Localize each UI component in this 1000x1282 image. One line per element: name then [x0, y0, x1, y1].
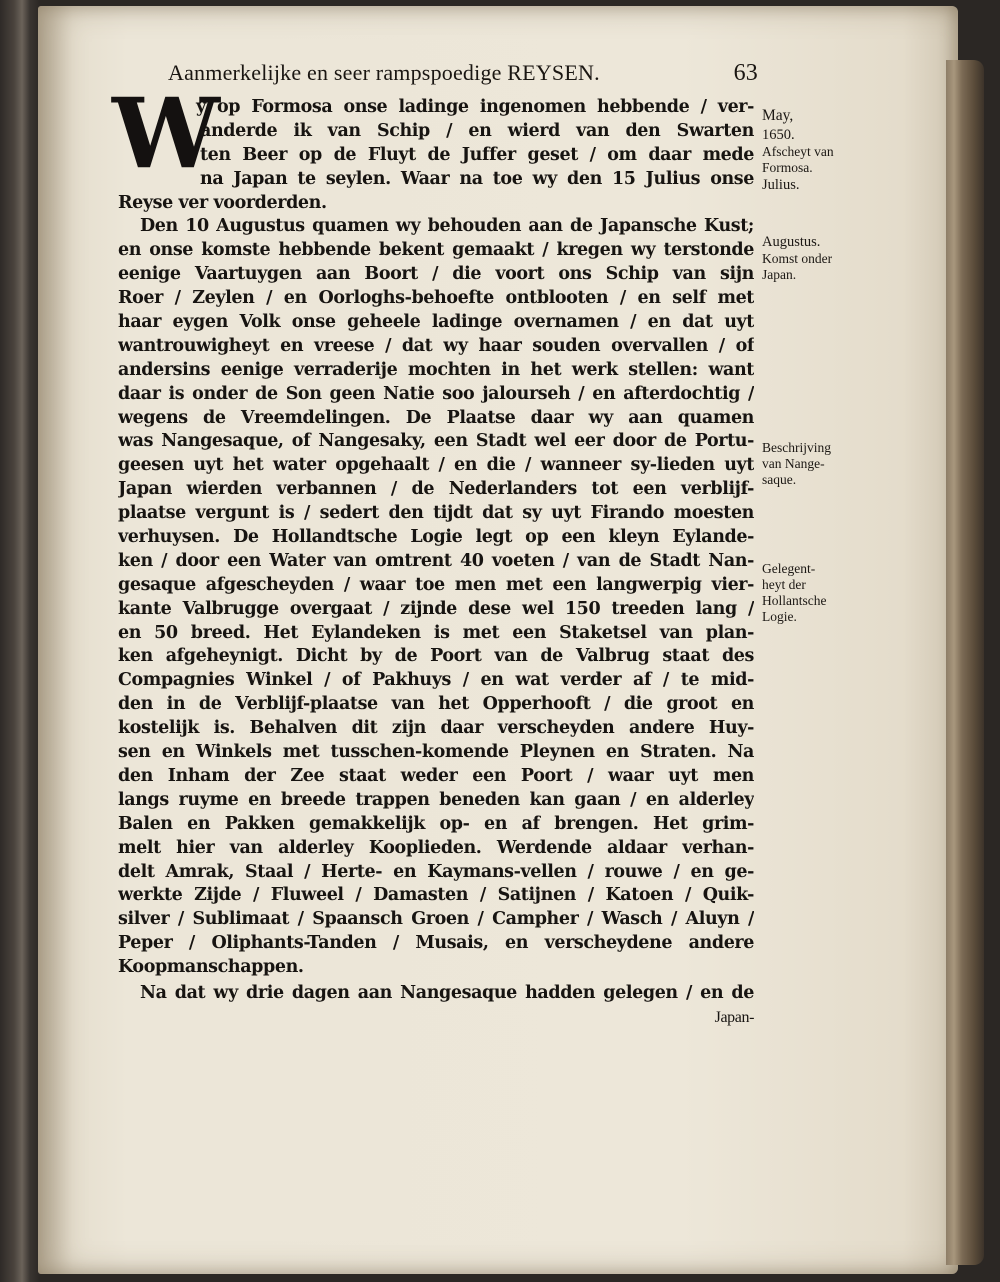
- text-line: plaatse vergunt is / sedert den tijdt dat sy uyt Firando moesten: [118, 503, 754, 524]
- text-line: gesaque afgescheyden / waar toe men met een langwerpig vier-: [118, 574, 754, 595]
- margin-note-line: Hollantsche: [762, 593, 827, 608]
- margin-note-line: heyt der: [762, 577, 806, 592]
- text-line: Roer / Zeylen / en Oorloghs-behoefte ontblooten / en self met: [118, 288, 754, 309]
- text-line: Den 10 Augustus quamen wy behouden aan de Japansche Kust;: [140, 216, 754, 237]
- text-line: kostelijk is. Behalven dit zijn daar verscheyden andere Huy-: [118, 718, 754, 739]
- text-line: melt hier van alderley Kooplieden. Werdende aldaar verhan-: [118, 837, 754, 858]
- text-line: haar eygen Volk onse geheele ladinge overnamen / en dat uyt: [118, 312, 754, 333]
- text-line: Reyse ver voorderden.: [118, 192, 327, 213]
- margin-note-line: Beschrijving: [762, 440, 831, 455]
- text-line: Japan wierden verbannen / de Nederlanders tot een verblijf-: [118, 479, 754, 500]
- text-line: kante Valbrugge overgaat / zijnde dese wel 150 treeden lang /: [118, 598, 754, 619]
- text-line: en 50 breed. Het Eylandeken is met een Staketsel van plan-: [118, 622, 754, 643]
- running-head: [168, 60, 758, 92]
- margin-note-line: van Nange-: [762, 456, 825, 471]
- margin-note-line: Afscheyt van: [762, 144, 834, 159]
- text-line: werkte Zijde / Fluweel / Damasten / Satijnen / Katoen / Quik-: [118, 885, 754, 906]
- text-line: ten Beer op de Fluyt de Juffer geset / om daar mede: [200, 144, 754, 165]
- text-line: na Japan te seylen. Waar na toe wy den 15 Julius onse: [200, 168, 754, 189]
- margin-note-location: [762, 561, 826, 625]
- text-line: den Inham der Zee staat weder een Poort / waar uyt men: [118, 765, 754, 786]
- text-line: wantrouwigheyt en vreese / dat wy haar souden overvallen / of: [118, 335, 754, 356]
- text-line: langs ruyme en breede trappen beneden kan gaan / en alderley: [118, 789, 754, 810]
- text-line: wegens de Vreemdelingen. De Plaatse daar wy aan quamen: [118, 407, 754, 428]
- text-line: anderde ik van Schip / en wierd van den Swarten: [200, 120, 754, 141]
- margin-note-date: [762, 106, 834, 194]
- margin-note-line: saque.: [762, 472, 797, 487]
- margin-note-year: 1650.: [762, 127, 795, 143]
- text-line: Koopmanschappen.: [118, 957, 304, 978]
- text-line: ken / door een Water van omtrent 40 voeten / van de Stadt Nan-: [118, 550, 754, 571]
- text-line: Balen en Pakken gemakkelijk op- en af brengen. Het grim-: [118, 813, 754, 834]
- text-line: den in de Verblijf-plaatse van het Opperhooft / die groot en: [118, 694, 754, 715]
- body-text: [118, 96, 754, 1030]
- margin-note-month: Julius.: [762, 177, 800, 193]
- text-line: ken afgeheynigt. Dicht by de Poort van de Valbrug staat des: [118, 646, 754, 667]
- text-line: geesen uyt het water opgehaalt / en die / wanneer sy-lieden uyt: [118, 455, 754, 476]
- text-line: verhuysen. De Hollandtsche Logie legt op een kleyn Eylande-: [118, 527, 754, 548]
- running-head-title: Aanmerkelijke en seer rampspoedige REYSEN.: [168, 60, 600, 85]
- text-line: y op Formosa onse ladinge ingenomen hebbende / ver-: [196, 97, 754, 117]
- text-line: Na dat wy drie dagen aan Nangesaque hadden gelegen / en de: [140, 982, 754, 1003]
- text-line: delt Amrak, Staal / Herte- en Kaymans-vellen / rouwe / en ge-: [118, 861, 754, 882]
- text-line: Peper / Oliphants-Tanden / Musais, en verscheydene andere: [118, 933, 754, 954]
- text-line: sen en Winkels met tusschen-komende Pleynen en Straten. Na: [118, 742, 754, 763]
- page-edges: [946, 60, 984, 1265]
- drop-capital: W: [112, 77, 220, 190]
- margin-note-arrival: [762, 233, 832, 283]
- margin-note-description: [762, 440, 831, 488]
- page-number: 63: [733, 60, 758, 86]
- text-line: was Nangesaque, of Nangesaky, een Stadt wel eer door de Portu-: [118, 431, 754, 452]
- text-line: en onse komste hebbende bekent gemaakt / kregen wy terstonde: [118, 240, 754, 261]
- text-line: andersins eenige verraderije mochten in het werk stellen: want: [118, 359, 754, 380]
- margin-note-line: Logie.: [762, 609, 797, 624]
- margin-note-line: Komst onder: [762, 251, 833, 266]
- text-line: eenige Vaartuygen aan Boort / die voort ons Schip van sijn: [118, 264, 754, 285]
- margin-note-month: Augustus.: [762, 234, 821, 250]
- margin-note-month: May,: [762, 107, 794, 124]
- text-line: Compagnies Winkel / of Pakhuys / en wat verder af / te mid-: [118, 670, 754, 691]
- catchword: Japan-: [714, 1008, 754, 1026]
- margin-note-line: Japan.: [762, 267, 797, 282]
- margin-note-line: Gelegent-: [762, 561, 816, 576]
- text-line: silver / Sublimaat / Spaansch Groen / Campher / Wasch / Aluyn /: [118, 909, 754, 930]
- margin-note-line: Formosa.: [762, 160, 813, 175]
- text-line: daar is onder de Son geen Natie soo jalourseh / en afterdochtig /: [118, 383, 754, 404]
